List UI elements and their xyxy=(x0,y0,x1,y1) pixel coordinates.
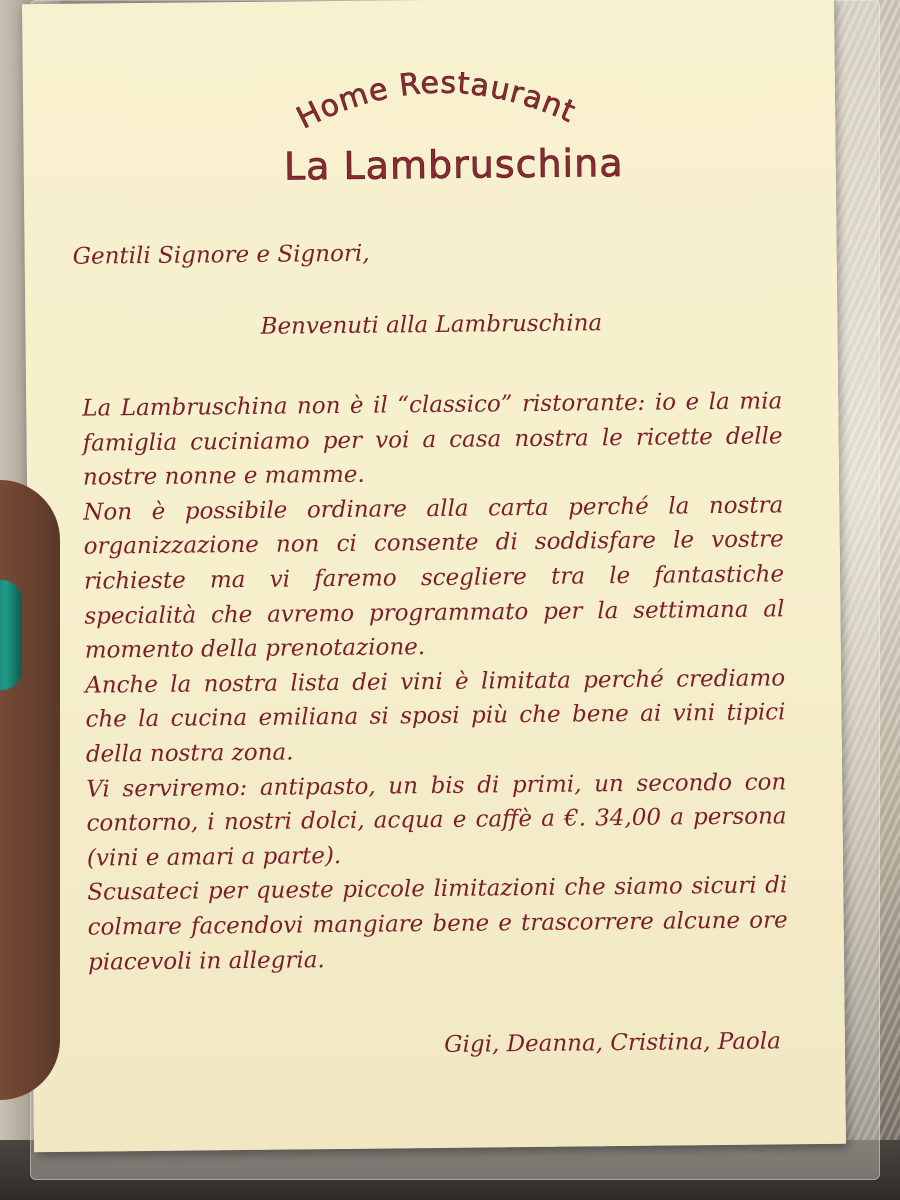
thumb-nail xyxy=(0,580,22,690)
logo-name-text: La Lambruschina xyxy=(283,140,624,189)
hand-thumb xyxy=(0,480,60,1100)
letter-paragraph: Non è possibile ordinare alla carta perché la nostra organizzazione non ci consente di soddisfare le vostre richieste ma vi faremo scegliere tra le fantastiche specialità che avremo programmato per la settimana al momento della prenotazione. xyxy=(83,492,785,664)
menu-card xyxy=(22,0,846,1152)
letter-paragraph: Scusateci per queste piccole limitazioni che siamo sicuri di colmare facendovi mangiare bene e trascorrere alcune ore piacevoli in allegria. xyxy=(87,872,788,976)
restaurant-logo xyxy=(273,58,634,192)
letter-paragraph: La Lambruschina non è il “classico” ristorante: io e la mia famiglia cuciniamo per voi a casa nostra le ricette delle nostre nonne e mamme. xyxy=(82,388,783,491)
logo-arc-text: Home Restaurant xyxy=(291,65,582,137)
letter-paragraph: Vi serviremo: antipasto, un bis di primi, un secondo con contorno, i nostri dolci, acqua e caffè a €. 34,00 a persona (vini e amari a parte). xyxy=(86,768,787,872)
letter-signature: Gigi, Deanna, Cristina, Paola xyxy=(444,1028,782,1058)
letter-body xyxy=(82,384,788,979)
letter-paragraph: Anche la nostra lista dei vini è limitata perché crediamo che la cucina emiliana si sposi più che bene ai vini tipici della nostra zona. xyxy=(85,665,786,768)
letter-greeting: Gentili Signore e Signori, xyxy=(72,240,370,270)
letter-welcome: Benvenuti alla Lambruschina xyxy=(260,310,603,340)
